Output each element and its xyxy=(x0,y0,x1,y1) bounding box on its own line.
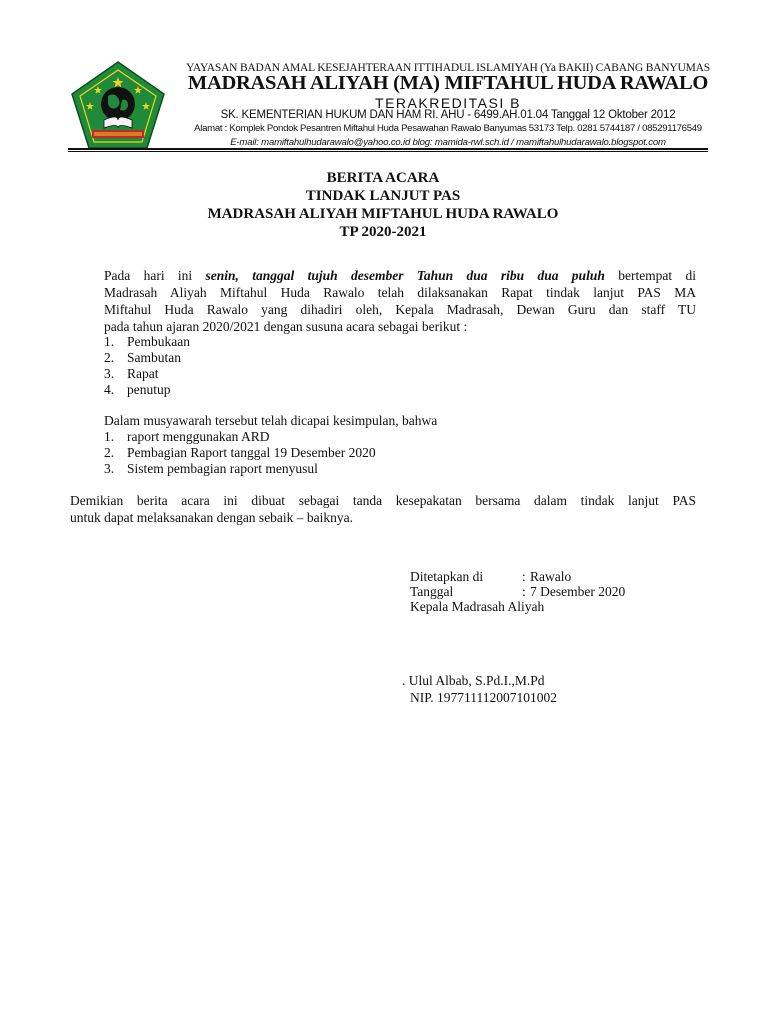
contact-email: E-mail: mamiftahulhudarawalo@yahoo.co.id blog: mamida-rwl.sch.id / mamiftahulhudarawalo.blogspot.com xyxy=(230,137,666,148)
signature-date-colon: : xyxy=(522,584,526,599)
signature-date-value: 7 Desember 2020 xyxy=(530,584,626,599)
conclusion-number: 1. xyxy=(104,429,115,444)
agenda-item: penutup xyxy=(127,382,171,397)
foundation-name: YAYASAN BADAN AMAL KESEJAHTERAAN ITTIHADUL ISLAMIYAH (Ya BAKII) CABANG BANYUMAS xyxy=(186,62,710,74)
letterhead-divider xyxy=(68,148,708,150)
school-name: MADRASAH ALIYAH (MA) MIFTAHUL HUDA RAWALO xyxy=(187,72,709,94)
doc-school-year: TP 2020-2021 xyxy=(339,224,427,240)
conclusion-number: 3. xyxy=(104,461,115,476)
agenda-item: Rapat xyxy=(127,366,159,381)
opening-line-2: Madrasah Aliyah Miftahul Huda Rawalo telah dilaksanakan Rapat tindak lanjut PAS MA xyxy=(104,285,696,300)
signature-place-value: Rawalo xyxy=(530,569,572,584)
doc-subtitle: TINDAK LANJUT PAS xyxy=(305,188,461,204)
opening-date-day: senin, tanggal tujuh desember xyxy=(205,268,404,283)
legal-sk: SK. KEMENTERIAN HUKUM DAN HAM RI. AHU - 6499.AH.01.04 Tanggal 12 Oktober 2012 xyxy=(220,109,676,121)
doc-school-title: MADRASAH ALIYAH MIFTAHUL HUDA RAWALO xyxy=(207,206,559,222)
signatory-position: Kepala Madrasah Aliyah xyxy=(410,599,545,614)
opening-prefix: Pada hari ini xyxy=(104,268,193,283)
closing-line-1: Demikian berita acara ini dibuat sebagai tanda kesepakatan bersama dalam tindak lanjut PAS xyxy=(70,493,696,508)
agenda-number: 1. xyxy=(104,334,115,349)
opening-line-4: pada tahun ajaran 2020/2021 dengan susuna acara sebagai berikut : xyxy=(104,319,468,334)
conclusion-item: raport menggunakan ARD xyxy=(127,429,270,444)
agenda-number: 3. xyxy=(104,366,115,381)
signature-place-label: Ditetapkan di xyxy=(410,569,484,584)
closing-line-2: untuk dapat melaksanakan dengan sebaik – baiknya. xyxy=(70,510,354,525)
agenda-number: 2. xyxy=(104,350,115,365)
agenda-item: Pembukaan xyxy=(127,334,190,349)
letterhead-divider-thin xyxy=(68,151,708,152)
signatory-name: . Ulul Albab, S.Pd.I.,M.Pd xyxy=(402,673,545,688)
address: Alamat : Komplek Pondok Pesantren Miftahul Huda Pesawahan Rawalo Banyumas 53173 Telp. 0281 5744187 / 085291176549 xyxy=(194,123,702,134)
agenda-number: 4. xyxy=(104,382,115,397)
opening-line-3: Miftahul Huda Rawalo yang dihadiri oleh, Kepala Madrasah, Dewan Guru dan staff TU xyxy=(104,302,696,317)
signatory-nip: NIP. 197711112007101002 xyxy=(410,690,558,705)
conclusion-number: 2. xyxy=(104,445,115,460)
conclusion-item: Pembagian Raport tanggal 19 Desember 2020 xyxy=(127,445,376,460)
opening-suffix: bertempat di xyxy=(618,268,697,283)
school-emblem-icon xyxy=(70,60,166,150)
signature-place-colon: : xyxy=(522,569,526,584)
accreditation: TERAKREDITASI B xyxy=(375,95,521,111)
doc-title: BERITA ACARA xyxy=(326,170,440,186)
opening-date-year: Tahun dua ribu dua puluh xyxy=(416,268,605,283)
school-logo xyxy=(70,60,166,150)
conclusion-intro: Dalam musyawarah tersebut telah dicapai kesimpulan, bahwa xyxy=(104,413,438,428)
signature-date-label: Tanggal xyxy=(410,584,454,599)
opening-line-1 xyxy=(104,268,696,284)
agenda-item: Sambutan xyxy=(127,350,181,365)
conclusion-item: Sistem pembagian raport menyusul xyxy=(127,461,318,476)
